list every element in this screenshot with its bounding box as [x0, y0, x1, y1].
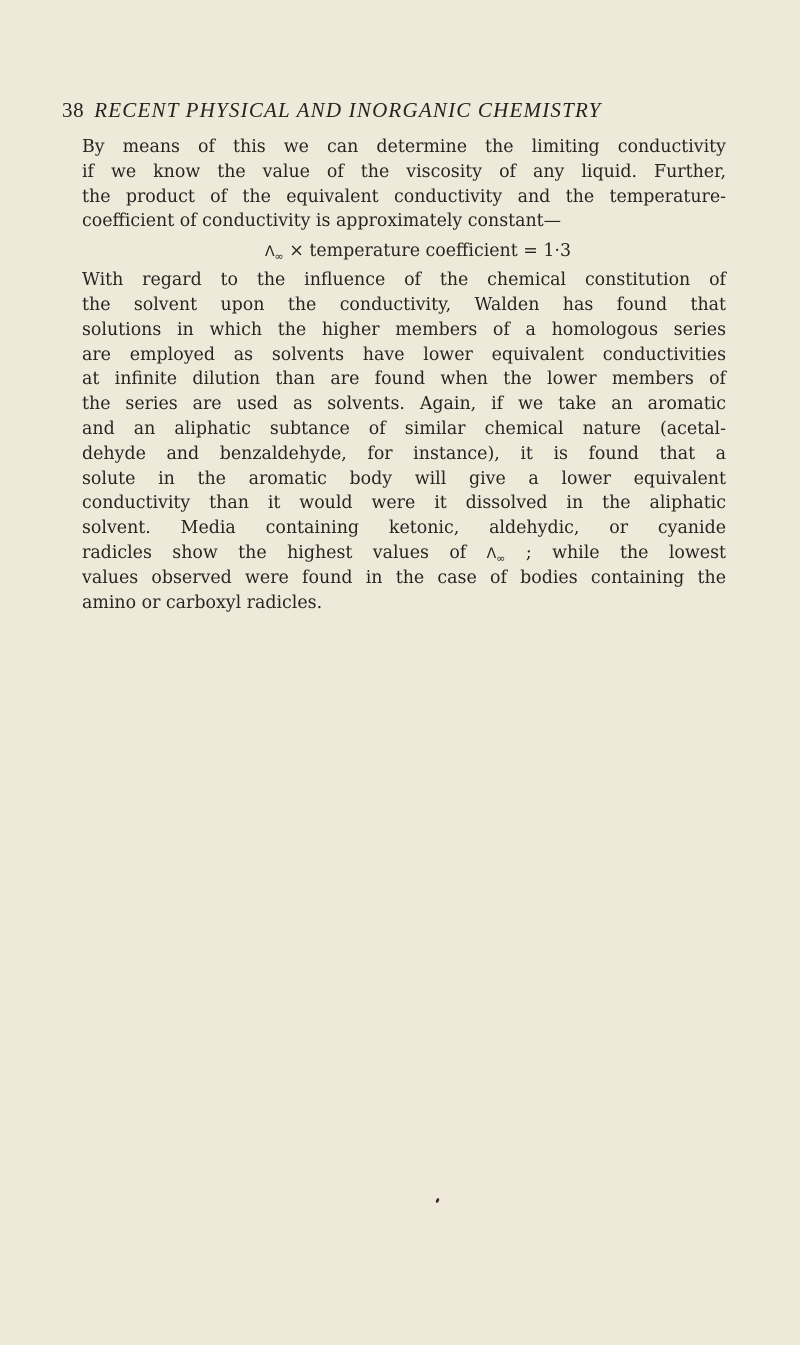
- text-line: the series are used as solvents. Again, if we take an aromatic: [82, 394, 726, 415]
- text-line: With regard to the influence of the chemical constitution of: [82, 270, 726, 291]
- text-line: solvent. Media containing ketonic, aldehydic, or cyanide: [82, 518, 726, 539]
- text-segment: ; while the lowest: [525, 542, 726, 563]
- text-line: dehyde and benzaldehyde, for instance), it is found that a: [82, 443, 726, 464]
- text-line: at infinite dilution than are found when the lower members of: [82, 369, 726, 390]
- body-text: [82, 135, 726, 615]
- formula-text: × temperature coefficient = 1·3: [289, 241, 572, 262]
- formula: [82, 236, 726, 266]
- text-line-with-symbol: [82, 541, 726, 566]
- text-line: solute in the aromatic body will give a lower equivalent: [82, 468, 726, 489]
- text-line: the product of the equivalent conductivity and the temperature-: [82, 186, 726, 207]
- text-line: coefficient of conductivity is approximately constant—: [82, 211, 562, 232]
- book-title: RECENT PHYSICAL AND INORGANIC CHEMISTRY: [94, 98, 602, 122]
- infinity-subscript: ∞: [274, 250, 284, 264]
- text-segment: radicles show the highest values of: [82, 542, 467, 563]
- text-line: and an aliphatic subtance of similar chemical nature (acetal-: [82, 418, 726, 439]
- text-line: are employed as solvents have lower equivalent conductivities: [82, 344, 726, 365]
- lambda-symbol: Λ: [264, 244, 275, 261]
- text-line: amino or carboxyl radicles.: [82, 592, 323, 613]
- text-line: By means of this we can determine the limiting conductivity: [82, 137, 726, 157]
- ink-speck: [435, 1198, 440, 1204]
- running-head: [62, 95, 742, 125]
- text-line: if we know the value of the viscosity of any liquid. Further,: [82, 161, 726, 182]
- page-number: 38: [62, 98, 85, 122]
- infinity-subscript: ∞: [496, 551, 506, 565]
- text-line: values observed were found in the case of bodies containing the: [82, 567, 726, 588]
- text-line: solutions in which the higher members of a homologous series: [82, 319, 726, 340]
- text-line: the solvent upon the conductivity, Walden has found that: [82, 294, 726, 315]
- paragraph-1: [82, 135, 726, 234]
- paragraph-2: [82, 268, 726, 615]
- lambda-symbol: Λ: [486, 545, 497, 562]
- text-line: conductivity than it would were it dissolved in the aliphatic: [82, 493, 726, 514]
